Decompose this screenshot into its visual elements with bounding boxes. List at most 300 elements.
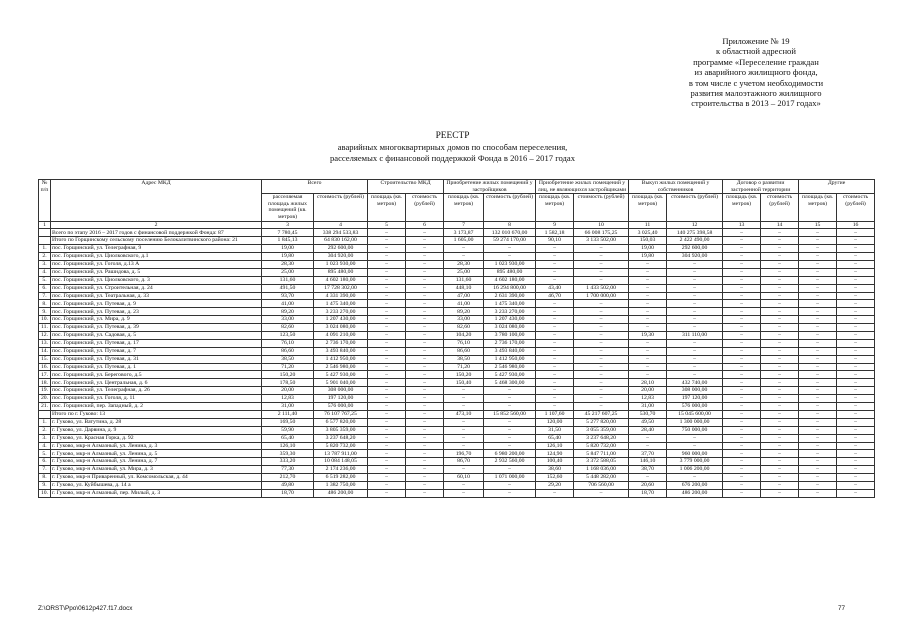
row-value: – <box>574 276 629 284</box>
row-value: – <box>761 371 799 379</box>
header-subcolumn: стоимость (рублей) <box>574 194 629 221</box>
row-value: – <box>536 253 574 261</box>
row-value: 1 071 000,00 <box>484 474 536 482</box>
row-number: 1. <box>39 245 51 253</box>
row-value: – <box>723 450 761 458</box>
row-value: – <box>368 458 406 466</box>
table-row <box>39 450 875 458</box>
row-value: 33,00 <box>262 316 314 324</box>
row-value: 150,40 <box>444 379 484 387</box>
row-value: – <box>574 395 629 403</box>
row-value: – <box>574 316 629 324</box>
row-value: – <box>629 474 667 482</box>
row-address: пос. Горщинский, ул. Путевая, д. 1 <box>51 363 262 371</box>
row-value: 131,60 <box>262 276 314 284</box>
row-value: – <box>761 450 799 458</box>
row-value: 49,50 <box>629 418 667 426</box>
row-value: 5 277 820,00 <box>574 418 629 426</box>
row-value: – <box>444 245 484 253</box>
row-value: – <box>406 308 444 316</box>
row-value: – <box>536 403 574 411</box>
row-value: – <box>406 379 444 387</box>
row-value: – <box>761 489 799 497</box>
row-value: – <box>799 268 837 276</box>
row-value: 6 519 282,00 <box>314 474 368 482</box>
row-value: 4 331 390,00 <box>314 292 368 300</box>
row-address: пос. Горщинский, ул. Берегового, д.5 <box>51 371 262 379</box>
row-value: 19,80 <box>629 253 667 261</box>
row-value: 178,50 <box>262 379 314 387</box>
row-number: 5. <box>39 450 51 458</box>
row-value: 576 000,00 <box>314 403 368 411</box>
row-value: – <box>368 418 406 426</box>
row-value: – <box>723 418 761 426</box>
row-value: – <box>761 292 799 300</box>
row-value: – <box>406 403 444 411</box>
header-group: Строительство МКД <box>368 180 444 194</box>
row-value: 5 427 930,00 <box>484 371 536 379</box>
column-number: 10 <box>574 221 629 229</box>
row-value: – <box>761 276 799 284</box>
row-number: 8. <box>39 300 51 308</box>
table-row <box>39 371 875 379</box>
row-address: г. Гуково, мкр-н Алмазный, ул. Мира, д. 3 <box>51 466 262 474</box>
row-value: – <box>837 426 875 434</box>
row-value: 1 412 950,00 <box>484 355 536 363</box>
row-address: Итого по Горщинскому сельскому поселению Белокалитвинского района: 21 <box>51 237 262 245</box>
row-value: – <box>723 229 761 237</box>
row-number: 9. <box>39 308 51 316</box>
row-value: – <box>723 339 761 347</box>
row-value: – <box>406 292 444 300</box>
row-value: 530,70 <box>629 410 667 418</box>
row-value: 3 493 840,00 <box>484 347 536 355</box>
row-value: 2 422 490,00 <box>667 237 723 245</box>
row-value: 20,00 <box>262 387 314 395</box>
row-value: – <box>406 458 444 466</box>
row-value: – <box>667 371 723 379</box>
column-number: 15 <box>799 221 837 229</box>
row-value: – <box>629 316 667 324</box>
row-value: – <box>837 434 875 442</box>
row-value: 19,30 <box>629 332 667 340</box>
row-value: – <box>574 308 629 316</box>
row-value: – <box>406 276 444 284</box>
row-value: 18,70 <box>629 489 667 497</box>
row-value: 12,83 <box>629 395 667 403</box>
row-value: – <box>723 237 761 245</box>
row-value: – <box>761 308 799 316</box>
row-value: – <box>368 308 406 316</box>
row-value: – <box>444 426 484 434</box>
row-value: – <box>837 466 875 474</box>
row-number: 7. <box>39 466 51 474</box>
row-value: 338 294 533,83 <box>314 229 368 237</box>
row-value: 124,90 <box>536 450 574 458</box>
header-subcolumn: стоимость (рублей) <box>314 194 368 221</box>
row-value: – <box>761 426 799 434</box>
row-value: 491,50 <box>262 284 314 292</box>
row-value: – <box>629 261 667 269</box>
row-value: – <box>368 434 406 442</box>
row-value: – <box>484 442 536 450</box>
row-value: 5 901 040,00 <box>314 379 368 387</box>
row-value: – <box>723 442 761 450</box>
row-value: – <box>536 268 574 276</box>
row-value: – <box>723 268 761 276</box>
row-value: 47,00 <box>444 292 484 300</box>
row-value: 960 000,00 <box>667 450 723 458</box>
row-value: – <box>799 363 837 371</box>
row-value: 308 000,00 <box>667 387 723 395</box>
row-value: 3 237 648,20 <box>314 434 368 442</box>
row-value: – <box>536 355 574 363</box>
row-value: 304 920,00 <box>314 253 368 261</box>
row-value: – <box>761 474 799 482</box>
row-value: 31,00 <box>262 403 314 411</box>
row-value: – <box>629 308 667 316</box>
row-value: – <box>761 245 799 253</box>
row-value: 3 025,40 <box>629 229 667 237</box>
row-value: – <box>574 355 629 363</box>
row-value: 71,20 <box>444 363 484 371</box>
header-subcolumn: площадь (кв. метров) <box>536 194 574 221</box>
row-address: пос. Горщинский, ул. Мира, д. 9 <box>51 316 262 324</box>
row-value: – <box>667 324 723 332</box>
header-subcolumn: площадь (кв. метров) <box>723 194 761 221</box>
appendix-line: строительства в 2013 – 2017 годах» <box>691 98 821 109</box>
row-value: – <box>536 332 574 340</box>
row-number: 15. <box>39 355 51 363</box>
row-value: – <box>837 474 875 482</box>
row-value: – <box>406 355 444 363</box>
column-number: 3 <box>262 221 314 229</box>
row-value: – <box>723 292 761 300</box>
column-number: 11 <box>629 221 667 229</box>
row-value: – <box>536 347 574 355</box>
row-value: – <box>368 410 406 418</box>
row-value: – <box>406 387 444 395</box>
row-value: – <box>574 300 629 308</box>
row-value: – <box>406 300 444 308</box>
row-value: – <box>761 481 799 489</box>
row-value: 6 577 820,00 <box>314 418 368 426</box>
row-value: – <box>629 276 667 284</box>
row-value: 37,70 <box>629 450 667 458</box>
row-number <box>39 229 51 237</box>
row-value: 38,70 <box>629 466 667 474</box>
row-value: 292 600,00 <box>314 245 368 253</box>
table-row <box>39 474 875 482</box>
row-value: – <box>536 339 574 347</box>
row-value: 19,80 <box>262 253 314 261</box>
row-value: 77,30 <box>262 466 314 474</box>
table-row <box>39 284 875 292</box>
row-value: 706 560,00 <box>574 481 629 489</box>
row-value: 126,10 <box>262 442 314 450</box>
row-value: 150,20 <box>444 371 484 379</box>
appendix-line: программе «Переселение граждан <box>693 56 819 67</box>
row-value: – <box>799 466 837 474</box>
row-value: 38,50 <box>262 355 314 363</box>
row-value: – <box>574 379 629 387</box>
table-row <box>39 379 875 387</box>
row-value: – <box>667 434 723 442</box>
row-value: – <box>723 245 761 253</box>
table-row <box>39 418 875 426</box>
header-row-column-numbers <box>39 221 875 229</box>
row-value: 38,50 <box>444 355 484 363</box>
row-value: 4 091 210,00 <box>314 332 368 340</box>
row-value: – <box>799 489 837 497</box>
row-address: пос. Горщинский, ул. Путевая, д. 17 <box>51 339 262 347</box>
row-address: г. Гуково, мкр-н Алмазный, ул. Ленина, д. 3 <box>51 442 262 450</box>
row-value: 89,20 <box>262 308 314 316</box>
row-value: – <box>629 434 667 442</box>
row-value: – <box>667 339 723 347</box>
row-value: – <box>368 261 406 269</box>
row-value: 46,70 <box>536 292 574 300</box>
row-address: пос. Горщинский, ул. Рашидова, д. 5 <box>51 268 262 276</box>
row-value: 4 602 180,00 <box>314 276 368 284</box>
row-value: 5 427 930,00 <box>314 371 368 379</box>
row-value: – <box>667 261 723 269</box>
row-address: пос. Горщинский, ул. Путевая, д. 7 <box>51 347 262 355</box>
table-row <box>39 489 875 497</box>
row-value: – <box>723 474 761 482</box>
row-value: – <box>799 395 837 403</box>
row-value: 19,00 <box>262 245 314 253</box>
header-group: Другие <box>799 180 875 194</box>
row-number: 7. <box>39 292 51 300</box>
row-value: – <box>723 379 761 387</box>
row-value: 43,40 <box>536 284 574 292</box>
header-subcolumn: стоимость (рублей) <box>484 194 536 221</box>
row-value: – <box>761 229 799 237</box>
row-value: – <box>799 332 837 340</box>
row-value: – <box>444 434 484 442</box>
row-value: – <box>406 434 444 442</box>
row-value: – <box>723 284 761 292</box>
row-value: 93,70 <box>262 292 314 300</box>
row-value: – <box>723 261 761 269</box>
row-value: – <box>536 245 574 253</box>
row-value: – <box>837 276 875 284</box>
row-value: – <box>761 332 799 340</box>
row-value: – <box>837 395 875 403</box>
table-row <box>39 324 875 332</box>
header-address: Адрес МКД <box>51 180 262 222</box>
row-value: 1 168 036,00 <box>574 466 629 474</box>
row-value: – <box>536 395 574 403</box>
row-number: 4. <box>39 442 51 450</box>
row-value: – <box>799 458 837 466</box>
row-value: – <box>574 324 629 332</box>
row-value: 486 200,00 <box>667 489 723 497</box>
row-value: 86,70 <box>444 458 484 466</box>
row-value: 333,20 <box>262 458 314 466</box>
row-value: 2 111,40 <box>262 410 314 418</box>
row-value: – <box>406 474 444 482</box>
row-value: 1 107,60 <box>536 410 574 418</box>
row-value: – <box>484 434 536 442</box>
row-value: – <box>761 458 799 466</box>
row-value: 132 010 670,00 <box>484 229 536 237</box>
table-row <box>39 434 875 442</box>
row-value: 59 274 170,00 <box>484 237 536 245</box>
row-value: 104,20 <box>444 332 484 340</box>
row-address: Итого по г. Гуково: 13 <box>51 410 262 418</box>
row-value: – <box>799 324 837 332</box>
row-value: 76 107 767,25 <box>314 410 368 418</box>
row-value: – <box>837 339 875 347</box>
table-row <box>39 308 875 316</box>
header-subcolumn: стоимость (рублей) <box>406 194 444 221</box>
row-value: – <box>723 403 761 411</box>
row-value: – <box>444 442 484 450</box>
row-value: 3 780 100,00 <box>484 332 536 340</box>
row-value: – <box>368 426 406 434</box>
row-value: 895 480,00 <box>314 268 368 276</box>
row-value: – <box>368 466 406 474</box>
row-value: – <box>368 450 406 458</box>
row-value: – <box>799 387 837 395</box>
row-value: – <box>761 324 799 332</box>
row-value: – <box>484 418 536 426</box>
table-row <box>39 481 875 489</box>
row-value: – <box>723 410 761 418</box>
row-value: – <box>723 253 761 261</box>
row-address: пос. Горщинский, ул. Путевая, д. 31 <box>51 355 262 363</box>
registry-table <box>38 179 875 498</box>
row-value: – <box>837 355 875 363</box>
row-number: 2. <box>39 426 51 434</box>
row-value: – <box>368 324 406 332</box>
row-value: – <box>761 466 799 474</box>
header-subcolumn: площадь (кв. метров) <box>629 194 667 221</box>
row-value: – <box>536 379 574 387</box>
row-value: – <box>406 426 444 434</box>
row-number: 1. <box>39 418 51 426</box>
row-value: 311 110,00 <box>667 332 723 340</box>
row-value: 15 852 560,00 <box>484 410 536 418</box>
row-value: – <box>723 355 761 363</box>
row-number: 20. <box>39 395 51 403</box>
row-value: – <box>406 481 444 489</box>
row-value: – <box>723 395 761 403</box>
table-row <box>39 466 875 474</box>
row-value: 1 475 340,00 <box>484 300 536 308</box>
row-value: – <box>761 379 799 387</box>
row-value: 2 631 390,00 <box>484 292 536 300</box>
row-value: 41,00 <box>262 300 314 308</box>
row-value: – <box>799 379 837 387</box>
row-number: 16. <box>39 363 51 371</box>
row-value: 25,00 <box>262 268 314 276</box>
row-value: – <box>484 395 536 403</box>
row-value: – <box>406 324 444 332</box>
row-value: 90,10 <box>536 237 574 245</box>
row-value: – <box>799 292 837 300</box>
row-value: – <box>723 332 761 340</box>
header-subcolumn: расселяемая площадь жилых помещений (кв. метров) <box>262 194 314 221</box>
row-value: – <box>368 332 406 340</box>
row-value: – <box>723 426 761 434</box>
row-value: – <box>799 371 837 379</box>
row-value: – <box>799 276 837 284</box>
row-value: – <box>536 276 574 284</box>
table-total-row <box>39 410 875 418</box>
row-value: – <box>629 347 667 355</box>
row-value: 5 820 732,00 <box>574 442 629 450</box>
header-group: Выкуп жилых помещений у собственников <box>629 180 723 194</box>
row-address: г. Гуково, мкр-н Алмазный, ул. Ленина, д. 7 <box>51 458 262 466</box>
row-value: – <box>761 387 799 395</box>
row-value: – <box>761 347 799 355</box>
row-value: – <box>799 418 837 426</box>
row-value: 140 275 398,58 <box>667 229 723 237</box>
row-value: 31,00 <box>629 403 667 411</box>
row-value: 1 023 930,00 <box>314 261 368 269</box>
table-row <box>39 442 875 450</box>
row-value: – <box>406 489 444 497</box>
row-value: – <box>368 395 406 403</box>
row-value: 60,10 <box>444 474 484 482</box>
row-value: – <box>484 387 536 395</box>
row-value: 1 207 430,00 <box>484 316 536 324</box>
row-value: 3 055 359,00 <box>574 426 629 434</box>
row-value: 196,70 <box>444 450 484 458</box>
row-value: 49,80 <box>262 481 314 489</box>
row-value: – <box>629 371 667 379</box>
table-row <box>39 268 875 276</box>
row-value: 308 000,00 <box>314 387 368 395</box>
row-value: – <box>837 324 875 332</box>
table-row <box>39 261 875 269</box>
row-value: – <box>799 347 837 355</box>
header-group: Всего <box>262 180 368 194</box>
row-value: – <box>629 292 667 300</box>
row-value: – <box>629 339 667 347</box>
row-value: – <box>667 474 723 482</box>
row-value: – <box>406 371 444 379</box>
row-value: – <box>723 300 761 308</box>
row-value: – <box>837 363 875 371</box>
row-value: – <box>484 245 536 253</box>
appendix-line: к областной адресной <box>716 46 796 57</box>
row-value: – <box>368 403 406 411</box>
row-value: 28,30 <box>262 261 314 269</box>
row-value: – <box>629 442 667 450</box>
table-row <box>39 292 875 300</box>
row-address: г. Гуково, мкр-н Алмазный, пер. Милый, д. 3 <box>51 489 262 497</box>
row-value: – <box>368 245 406 253</box>
row-value: 17 728 302,00 <box>314 284 368 292</box>
row-value: 7 780,45 <box>262 229 314 237</box>
row-value: – <box>799 316 837 324</box>
table-row <box>39 363 875 371</box>
row-address: пос. Горщинский, ул. Садовая, д. 5 <box>51 332 262 340</box>
row-value: 3 779 000,00 <box>667 458 723 466</box>
row-value: 1 605,00 <box>444 237 484 245</box>
row-value: – <box>536 308 574 316</box>
row-value: – <box>837 410 875 418</box>
row-value: – <box>574 363 629 371</box>
table-row <box>39 316 875 324</box>
row-value: – <box>368 379 406 387</box>
row-value: 12,83 <box>262 395 314 403</box>
row-value: – <box>629 363 667 371</box>
